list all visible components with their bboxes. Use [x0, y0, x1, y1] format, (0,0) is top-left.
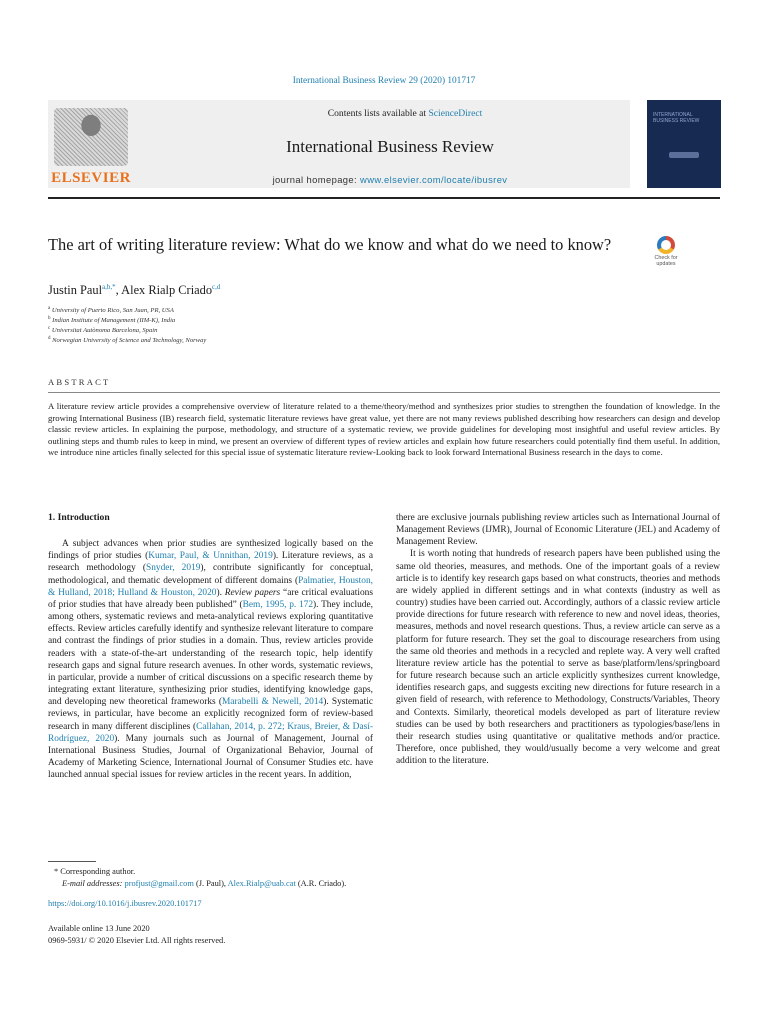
email-owner: (A.R. Criado).	[295, 879, 347, 888]
affiliation-marker: d	[48, 336, 51, 341]
homepage-link[interactable]: www.elsevier.com/locate/ibusrev	[360, 174, 508, 185]
citation-link[interactable]: Palmatier, Houston, & Hulland, 2018; Hulland & Houston, 2020	[48, 575, 373, 598]
cover-decoration	[669, 152, 699, 158]
body-text: ). Literature reviews, as a research methodology (	[48, 551, 373, 574]
contents-prefix: Contents lists available at	[327, 108, 429, 119]
affiliation-text: Norwegian University of Science and Technology, Norway	[52, 337, 207, 345]
abstract-heading: ABSTRACT	[48, 377, 111, 387]
author-affil-link[interactable]: c,d	[212, 283, 221, 291]
journal-citation-link[interactable]: International Business Review 29 (2020) 101717	[292, 76, 476, 86]
citation-link[interactable]: Callahan, 2014, p. 272; Kraus, Breier, & Dasí-Rodríguez, 2020	[48, 721, 373, 744]
elsevier-wordmark: ELSEVIER	[51, 170, 131, 186]
affiliation	[48, 316, 175, 324]
citation-link[interactable]: Kumar, Paul, & Unnithan, 2019	[148, 551, 273, 562]
doi-link[interactable]: https://doi.org/10.1016/j.ibusrev.2020.101717	[48, 899, 202, 908]
author-separator: ,	[115, 283, 122, 298]
affiliation	[48, 326, 157, 334]
body-text: A subject advances when prior studies are synthesized logically based on the findings of prior studies (	[48, 539, 373, 562]
copyright-line: 0969-5931/ © 2020 Elsevier Ltd. All rights reserved.	[48, 936, 226, 945]
email-label: E-mail addresses:	[62, 879, 125, 888]
body-column-left	[48, 512, 373, 781]
corresponding-author-note: * Corresponding author.	[54, 867, 136, 876]
journal-cover-image	[647, 100, 721, 188]
contents-line	[240, 108, 570, 119]
body-paragraph	[48, 538, 373, 781]
journal-homepage	[200, 174, 580, 185]
abstract-text: A literature review article provides a comprehensive overview of literature related to a theme/theory/method and synthesizes prior studies to strengthen the foundation of knowledge. In the growing International Business (IB) research field, systematic literature reviews have great value, yet there are not many reviews published describing how researchers can design and develop classic review articles. In explaining the purpose, methodology, and structure of a systematic review, we provide guidelines for developing most insightful and useful review articles. By outlining steps and thumb rules to keep in mind, we present an overview of different types of review articles and explain how future researchers could potentially find them useful. In addition, we introduce nine articles finally selected for this special issue of systematic literature review-Looking back to look forward International Business research in the days to come.	[48, 401, 720, 458]
check-for-updates-button[interactable]	[648, 236, 684, 272]
email-owner: (J. Paul),	[193, 879, 228, 888]
affiliation-marker: b	[48, 316, 51, 321]
affiliation-text: Universitat Autònoma Barcelona, Spain	[51, 327, 158, 335]
affiliation	[48, 336, 206, 344]
sciencedirect-link[interactable]: ScienceDirect	[428, 108, 483, 119]
homepage-label: journal homepage:	[272, 174, 361, 185]
body-paragraph: It is worth noting that hundreds of research papers have been published using the same old theories, measures, and methods. One of the important goals of a review article is to identify key research gaps based on what constructs, theories and methods are widely applied in different settings and in what contexts (industry as well as country) studies have been carried out. Accordingly, authors of a classic review article provide directions for future research with reference to new and novel ideas, theories, measures, methods and novel research questions. Thus, a review article can serve as a platform for future research. They set the goal to discourage researchers from using the same old theories and methods in a recycled and replete way. A very well crafted literature review article has the potential to serve as base/platform/lens/springboard for future research because such an article explicitly synthesizes current knowledge, identifies research gaps, and suggests exciting new directions for future research in a given field of research, with reference to Methodology, Constructs/Variables, Theory and Contexts. Similarly, theoretical models developed as part of literature review studies can be used by both researchers and practitioners as typologies/base/lens in their research studies using quantitative or qualitative methods and/or practice. Therefore, once published, they would/usually become a very welcome and great addition to the literature.	[396, 549, 720, 767]
journal-title: International Business Review	[286, 137, 494, 156]
body-text: ). Many journals such as Journal of Management, Journal of International Business Studies, Journal of Organizational Behavior, Journal of Academy of Marketing Science, International Journal of Consumer Studies etc. have launched annual special issues for review articles in the recent years. In addition,	[48, 733, 373, 781]
email-link[interactable]: profjust@gmail.com	[124, 879, 194, 888]
check-updates-icon-center	[661, 240, 671, 250]
cover-title: INTERNATIONAL BUSINESS REVIEW	[653, 112, 700, 124]
author-name: Alex Rialp Criado	[121, 283, 213, 298]
body-text: ).	[216, 587, 225, 598]
affiliation-marker: c	[48, 326, 51, 331]
body-text: ), contribute significantly for conceptual, methodological, and thematic development of different domains (	[48, 563, 373, 586]
citation-link[interactable]: Bem, 1995, p. 172	[242, 599, 314, 610]
available-online: Available online 13 June 2020	[48, 924, 150, 933]
affiliation	[48, 306, 174, 314]
citation-link[interactable]: Marabelli & Newell, 2014	[221, 697, 324, 708]
abstract-rule	[48, 392, 720, 393]
body-text: ). Systematic reviews, in particular, have become an explicitly recognized form of review-based research in many different disciplines (	[48, 697, 373, 732]
footnote-rule	[48, 861, 96, 862]
elsevier-logo	[50, 106, 132, 186]
affiliation-text: University of Puerto Rico, San Juan, PR, USA	[51, 307, 174, 315]
section-heading: 1. Introduction	[48, 512, 110, 523]
check-updates-label: Check for updates	[654, 255, 678, 267]
email-link[interactable]: Alex.Rialp@uab.cat	[227, 879, 296, 888]
body-text: ). They include, among others, systematic reviews and meta-analytical reviews exploring quantitative effects. Review articles carefully identify and synthesize relevant literature to compare and contrast the findings of prior studies in a domain. Thus, review articles provide readers with a state-of-the-art understanding of the research topic, help identify research gaps and signal future research avenues. In other words, systematic reviews, in particular, provide a number of critical discussions on a specific research theme by integrating extant literature, synthesizing prior studies, identifying knowledge gaps, and developing new theoretical frameworks (	[48, 599, 373, 708]
article-title: The art of writing literature review: What do we know and what do we need to know?	[48, 235, 612, 254]
affiliation-text: Indian Institute of Management (IIM-K), India	[52, 317, 176, 325]
emphasis-text: Review papers	[224, 587, 281, 598]
email-footnote	[62, 879, 346, 888]
citation-link[interactable]: Snyder, 2019	[146, 563, 201, 574]
author-list	[48, 283, 220, 298]
masthead-rule	[48, 197, 720, 199]
body-column-right	[396, 512, 720, 767]
author-name: Justin Paul	[48, 283, 103, 298]
affiliation-marker: a	[48, 306, 51, 311]
body-paragraph: there are exclusive journals publishing review articles such as International Journal of Management Reviews (IJMR), Journal of Economic Literature (JEL) and Academy of Management Review.	[396, 513, 720, 548]
elsevier-tree-icon	[54, 108, 128, 166]
author-affil-link[interactable]: a,b,*	[102, 283, 116, 291]
body-text: “are critical evaluations of prior studies that have already been published” (	[48, 587, 374, 610]
